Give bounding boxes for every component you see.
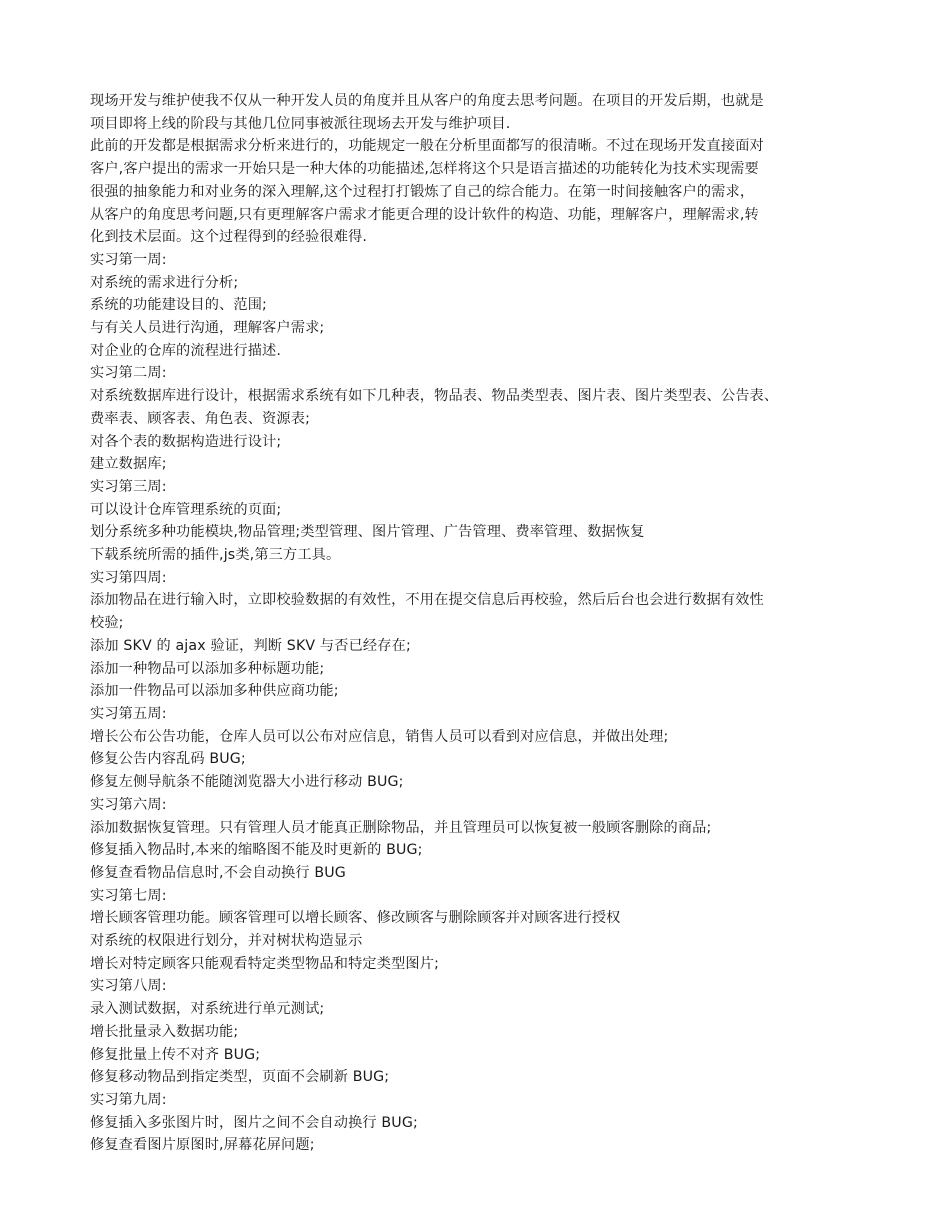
text-line: 系统的功能建设目的、范围;	[90, 297, 267, 314]
text-line: 增长对特定顾客只能观看特定类型物品和特定类型图片;	[90, 955, 440, 972]
text-line: 与有关人员进行沟通，理解客户需求;	[90, 320, 325, 337]
text-line: 项目即将上线的阶段与其他几位同事被派往现场去开发与维护项目.	[90, 115, 511, 132]
section-heading: 实习第五周:	[90, 705, 167, 722]
text-line: 下载系统所需的插件,js类,第三方工具。	[90, 547, 341, 564]
text-line: 对各个表的数据构造进行设计;	[90, 433, 282, 450]
text-line: 添加数据恢复管理。只有管理人员才能真正删除物品，并且管理员可以恢复被一般顾客删除的商品;	[90, 819, 712, 836]
section-heading: 实习第一周:	[90, 251, 167, 268]
text-line: 化到技术层面。这个过程得到的经验很难得.	[90, 229, 368, 246]
text-line: 此前的开发都是根据需求分析来进行的，功能规定一般在分析里面都写的很清晰。不过在现场开发直接面对	[90, 138, 764, 155]
text-line: 修复移动物品到指定类型，页面不会刷新 BUG;	[90, 1069, 390, 1086]
text-line: 添加 SKV 的 ajax 验证，判断 SKV 与否已经存在;	[90, 637, 411, 654]
text-line: 增长顾客管理功能。顾客管理可以增长顾客、修改顾客与删除顾客并对顾客进行授权	[90, 910, 621, 927]
section-heading: 实习第九周:	[90, 1091, 167, 1108]
document-body	[90, 90, 870, 1157]
text-line: 对系统数据库进行设计，根据需求系统有如下几种表，物品表、物品类型表、图片表、图片类型表、公告表、	[90, 388, 779, 405]
section-heading: 实习第七周:	[90, 887, 167, 904]
text-line: 很强的抽象能力和对业务的深入理解,这个过程打打锻炼了自己的综合能力。在第一时间接触客户的需求，	[90, 183, 755, 200]
text-line: 增长批量录入数据功能;	[90, 1023, 239, 1040]
text-line: 录入测试数据，对系统进行单元测试;	[90, 1001, 325, 1018]
text-line: 增长公布公告功能，仓库人员可以公布对应信息，销售人员可以看到对应信息，并做出处理;	[90, 728, 669, 745]
text-line: 修复插入物品时,本来的缩略图不能及时更新的 BUG;	[90, 842, 423, 859]
text-line: 从客户的角度思考问题,只有更理解客户需求才能更合理的设计软件的构造、功能，理解客户，理解需求,转	[90, 206, 759, 223]
text-line: 对系统的权限进行划分，并对树状构造显示	[90, 933, 363, 950]
text-line: 现场开发与维护使我不仅从一种开发人员的角度并且从客户的角度去思考问题。在项目的开发后期，也就是	[90, 93, 764, 109]
section-heading: 实习第四周:	[90, 569, 167, 586]
section-heading: 实习第二周:	[90, 365, 167, 382]
text-line: 修复公告内容乱码 BUG;	[90, 751, 246, 768]
text-line: 校验;	[90, 615, 124, 632]
section-heading: 实习第三周:	[90, 478, 167, 495]
text-line: 修复左侧导航条不能随浏览器大小进行移动 BUG;	[90, 774, 404, 791]
text-line: 修复查看物品信息时,不会自动换行 BUG	[90, 864, 346, 881]
text-line: 可以设计仓库管理系统的页面;	[90, 501, 282, 518]
text-line: 添加一件物品可以添加多种供应商功能;	[90, 683, 339, 700]
text-line: 对系统的需求进行分析;	[90, 274, 239, 291]
text-line: 修复查看图片原图时,屏幕花屏问题;	[90, 1137, 315, 1154]
text-line: 添加物品在进行输入时，立即校验数据的有效性，不用在提交信息后再校验，然后后台也会进行数据有效性	[90, 592, 764, 609]
text-line: 添加一种物品可以添加多种标题功能;	[90, 660, 325, 677]
text-line: 费率表、顾客表、角色表、资源表;	[90, 410, 310, 427]
text-line: 建立数据库;	[90, 456, 167, 473]
section-heading: 实习第八周:	[90, 978, 167, 995]
text-line: 客户,客户提出的需求一开始只是一种大体的功能描述,怎样将这个只是语言描述的功能转化为技术实现需要	[90, 161, 759, 178]
text-line: 划分系统多种功能模块,物品管理;类型管理、图片管理、广告管理、费率管理、数据恢复	[90, 524, 645, 541]
text-line: 对企业的仓库的流程进行描述.	[90, 342, 282, 359]
text-line: 修复批量上传不对齐 BUG;	[90, 1046, 261, 1063]
text-line: 修复插入多张图片时，图片之间不会自动换行 BUG;	[90, 1114, 418, 1131]
section-heading: 实习第六周:	[90, 796, 167, 813]
